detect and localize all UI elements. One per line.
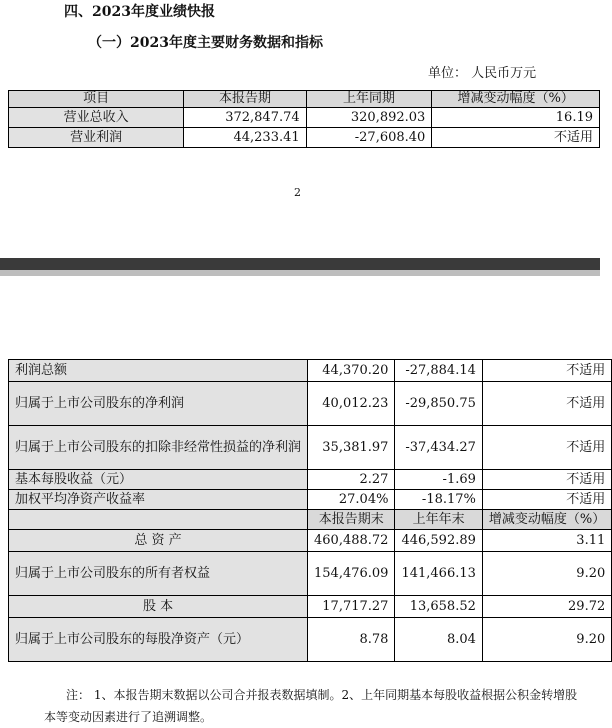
row-label: 股 本 <box>9 596 308 618</box>
row-label: 归属于上市公司股东的扣除非经常性损益的净利润 <box>9 426 308 470</box>
header-prior: 上年同期 <box>306 91 432 108</box>
page-number: 2 <box>294 186 301 199</box>
cell-current: 372,847.74 <box>184 108 306 128</box>
cell-prior: -29,850.75 <box>395 382 482 426</box>
cell-current: 40,012.23 <box>308 382 395 426</box>
cell-change: 不适用 <box>432 128 600 148</box>
row-label: 利润总额 <box>9 360 308 382</box>
cell-current: 17,717.27 <box>308 596 395 618</box>
cell-prior: 320,892.03 <box>306 108 432 128</box>
row-label: 归属于上市公司股东的净利润 <box>9 382 308 426</box>
cell-change: 不适用 <box>482 426 611 470</box>
row-label: 营业总收入 <box>9 108 184 128</box>
cell-change: 不适用 <box>482 490 611 510</box>
cell-change: 不适用 <box>482 470 611 490</box>
cell-change: 不适用 <box>482 360 611 382</box>
footnote <box>44 684 584 728</box>
table-row <box>9 596 612 618</box>
table-row <box>9 530 612 552</box>
table-subheader-row <box>9 510 612 530</box>
cell-prior: -37,434.27 <box>395 426 482 470</box>
table-row <box>9 552 612 596</box>
table-row <box>9 108 600 128</box>
cell-current: 2.27 <box>308 470 395 490</box>
row-label: 归属于上市公司股东的所有者权益 <box>9 552 308 596</box>
cell-prior: 141,466.13 <box>395 552 482 596</box>
table-row <box>9 382 612 426</box>
cell-prior: 13,658.52 <box>395 596 482 618</box>
row-label: 营业利润 <box>9 128 184 148</box>
header-item: 项目 <box>9 91 184 108</box>
header-change: 增减变动幅度（%） <box>482 510 611 530</box>
table-row <box>9 360 612 382</box>
cell-current: 8.78 <box>308 618 395 662</box>
cell-change: 不适用 <box>482 382 611 426</box>
header-change: 增减变动幅度（%） <box>432 91 600 108</box>
cell-current: 44,370.20 <box>308 360 395 382</box>
subsection-title: （一）2023年度主要财务数据和指标 <box>88 35 323 51</box>
unit-label: 单位： 人民币万元 <box>428 66 537 81</box>
header-prior-year-end: 上年年末 <box>395 510 482 530</box>
cell-prior: 446,592.89 <box>395 530 482 552</box>
cell-prior: -18.17% <box>395 490 482 510</box>
table-row <box>9 128 600 148</box>
row-label: 基本每股收益（元） <box>9 470 308 490</box>
section-title: 四、2023年度业绩快报 <box>64 4 215 20</box>
cell-change: 9.20 <box>482 552 611 596</box>
cell-current: 27.04% <box>308 490 395 510</box>
cell-prior: -27,884.14 <box>395 360 482 382</box>
cell-change: 9.20 <box>482 618 611 662</box>
cell-change: 3.11 <box>482 530 611 552</box>
cell-prior: -27,608.40 <box>306 128 432 148</box>
cell-current: 154,476.09 <box>308 552 395 596</box>
header-current: 本报告期 <box>184 91 306 108</box>
cell-current: 44,233.41 <box>184 128 306 148</box>
cell-prior: 8.04 <box>395 618 482 662</box>
page-break-shadow <box>0 270 600 276</box>
cell-prior: -1.69 <box>395 470 482 490</box>
cell-current: 460,488.72 <box>308 530 395 552</box>
cell-change: 29.72 <box>482 596 611 618</box>
table-header-row <box>9 91 600 108</box>
row-label: 总 资 产 <box>9 530 308 552</box>
table-row <box>9 426 612 470</box>
financial-table-part1 <box>8 90 600 148</box>
table-row <box>9 490 612 510</box>
page-break-band <box>0 258 600 270</box>
row-label: 加权平均净资产收益率 <box>9 490 308 510</box>
table-row <box>9 470 612 490</box>
cell-current: 35,381.97 <box>308 426 395 470</box>
row-label: 归属于上市公司股东的每股净资产（元） <box>9 618 308 662</box>
footnote-text: 注： 1、本报告期末数据以公司合并报表数据填制。2、上年同期基本每股收益根据公积金转增股本等变动因素进行了追溯调整。 <box>44 688 578 724</box>
cell-change: 16.19 <box>432 108 600 128</box>
header-period-end: 本报告期末 <box>308 510 395 530</box>
table-row <box>9 618 612 662</box>
subheader-empty <box>9 510 308 530</box>
financial-table-part2 <box>8 359 612 662</box>
